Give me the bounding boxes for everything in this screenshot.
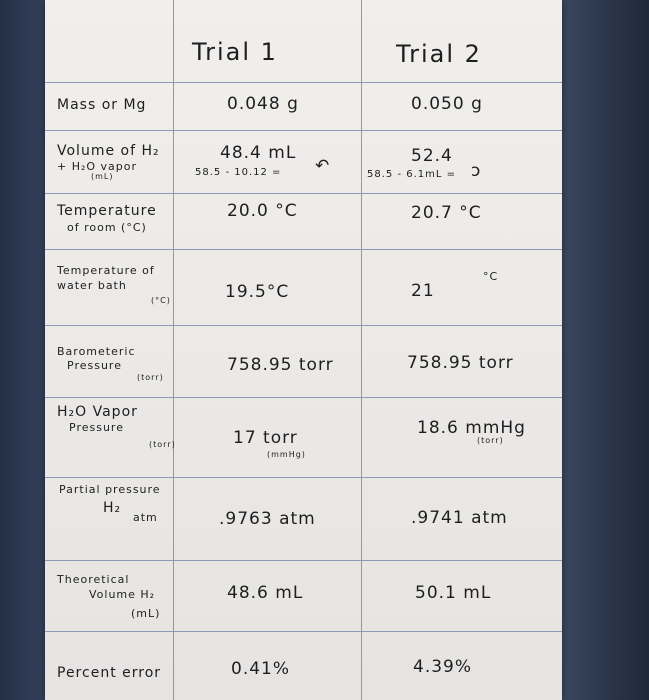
row-divider bbox=[45, 477, 562, 478]
row-divider bbox=[45, 560, 562, 561]
volume-trial-2-calc: 58.5 - 6.1mL = bbox=[367, 169, 457, 180]
pressure-trial-2: 758.95 torr bbox=[407, 353, 514, 373]
percent-error-trial-1: 0.41% bbox=[231, 659, 291, 679]
arrow-mark-1: ↶ bbox=[315, 156, 331, 176]
arrow-mark-2: ↄ bbox=[471, 161, 482, 181]
column-divider-1 bbox=[173, 0, 174, 700]
row-divider bbox=[45, 130, 562, 131]
label-mass: Mass or Mg bbox=[57, 97, 147, 113]
label-volume: Volume of H₂ bbox=[57, 143, 160, 159]
label-pressure-line2: Pressure bbox=[67, 359, 122, 372]
label-vapor-line2: Pressure bbox=[69, 421, 124, 434]
temp-bath-trial-1: 19.5°C bbox=[225, 282, 290, 302]
column-divider-2 bbox=[361, 0, 362, 700]
label-vapor: H₂O Vapor bbox=[57, 404, 138, 420]
label-theoretical: Theoretical bbox=[57, 573, 130, 586]
label-temp-bath-line2: water bath bbox=[57, 279, 127, 292]
row-divider bbox=[45, 631, 562, 632]
partial-trial-1: .9763 atm bbox=[219, 509, 316, 529]
volume-trial-1: 48.4 mL bbox=[220, 143, 297, 163]
row-divider bbox=[45, 193, 562, 194]
row-divider bbox=[45, 397, 562, 398]
label-theoretical-unit: (mL) bbox=[131, 607, 161, 620]
temp-bath-trial-2: 21 bbox=[411, 281, 435, 301]
row-divider bbox=[45, 325, 562, 326]
label-pressure-unit: (torr) bbox=[137, 373, 164, 382]
label-partial-h2: H₂ bbox=[103, 500, 122, 516]
label-pressure: Barometeric bbox=[57, 345, 136, 358]
background-right bbox=[561, 0, 649, 700]
header-trial-1: Trial 1 bbox=[192, 38, 278, 66]
vapor-trial-1: 17 torr bbox=[233, 428, 298, 448]
label-temp-bath-unit: (°C) bbox=[151, 296, 171, 305]
volume-trial-2: 52.4 bbox=[411, 146, 453, 166]
vapor-trial-2: 18.6 mmHg bbox=[417, 418, 526, 438]
row-divider bbox=[45, 249, 562, 250]
mass-trial-1: 0.048 g bbox=[227, 94, 299, 114]
label-partial: Partial pressure bbox=[59, 483, 161, 496]
temp-room-trial-1: 20.0 °C bbox=[227, 201, 298, 221]
theoretical-trial-2: 50.1 mL bbox=[415, 583, 492, 603]
vapor-trial-2-unit: (torr) bbox=[477, 436, 504, 445]
label-temp-room-unit: of room (°C) bbox=[67, 221, 147, 234]
pressure-trial-1: 758.95 torr bbox=[227, 355, 334, 375]
label-theoretical-line2: Volume H₂ bbox=[89, 588, 156, 601]
background-left bbox=[0, 0, 45, 700]
label-temp-bath: Temperature of bbox=[57, 264, 155, 277]
label-vapor-unit: (torr) bbox=[149, 440, 176, 449]
label-volume-vapor: + H₂O vapor bbox=[57, 160, 138, 173]
data-sheet bbox=[45, 0, 562, 700]
label-percent-error: Percent error bbox=[57, 665, 162, 681]
label-partial-unit: atm bbox=[133, 511, 158, 524]
row-divider bbox=[45, 82, 562, 83]
temp-bath-trial-2-unit: °C bbox=[483, 270, 499, 283]
partial-trial-2: .9741 atm bbox=[411, 508, 508, 528]
header-trial-2: Trial 2 bbox=[396, 40, 482, 68]
theoretical-trial-1: 48.6 mL bbox=[227, 583, 304, 603]
vapor-trial-1-unit: (mmHg) bbox=[267, 450, 306, 459]
percent-error-trial-2: 4.39% bbox=[413, 657, 473, 677]
temp-room-trial-2: 20.7 °C bbox=[411, 203, 482, 223]
mass-trial-2: 0.050 g bbox=[411, 94, 483, 114]
label-volume-unit: (mL) bbox=[91, 172, 114, 181]
volume-trial-1-calc: 58.5 - 10.12 = bbox=[195, 167, 282, 178]
label-temp-room: Temperature bbox=[57, 203, 157, 219]
